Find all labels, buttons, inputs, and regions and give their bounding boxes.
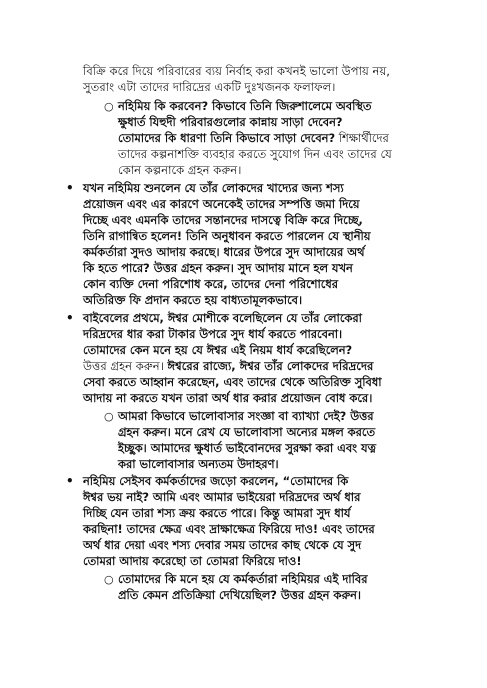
circle-bullet-icon: ○	[104, 100, 114, 113]
intro-line-1: বিক্রি করে দিয়ে পরিবারের ব্যয় নির্বাহ করা কখনই ভালো উপায় নয়,	[83, 64, 390, 78]
q1-line-2: ক্ষুধার্ত যিহুদী পরিবারগুলোর কান্নায় সাড়া দেবেন?	[118, 115, 343, 129]
bullet1-line-4: তিনি রাগান্বিত হলেন! তিনি অনুধাবন করতে পারলেন যে স্থানীয়	[83, 229, 371, 243]
intro-line-2: সুতরাং এটা তাদের দারিদ্রের একটি দুঃখজনক ফলাফল।	[83, 80, 336, 94]
bullet3-line-3: দিচ্ছি যেন তারা শস্য ক্রয় করতে পারে। কিন্তু আমরা সুদ ধার্য	[83, 506, 351, 520]
q1-line-5: কোন কল্পনাকে গ্রহন করুন।	[118, 163, 242, 177]
bullet2-line-1: বাইবেলের প্রথমে, ঈশ্বর মোশীকে বলেছিলেন যে তাঁর লোকেরা	[83, 311, 362, 325]
bullet3-line-1: নহিমিয় সেইসব কর্মকর্তাদের জড়ো করলেন, “তোমাদের কি	[83, 474, 349, 488]
q1-line-3-bold: তোমাদের কি ধারণা তিনি কিভাবে সাড়া দেবেন?	[118, 131, 336, 145]
bullet2-line-2: দরিদ্রদের ধার করা টাকার উপরে সুদ ধার্য করতে পারবেনা।	[83, 327, 343, 341]
bullet1-line-1: যখন নহিমিয় শুনলেন যে তাঁর লোকদের খাদ্যের জন্য শস্য	[83, 181, 344, 195]
q3-line-2: প্রতি কেমন প্রতিক্রিয়া দেখিয়েছিল? উত্তর গ্রহন করুন।	[118, 588, 361, 602]
bullet-icon: •	[66, 474, 74, 488]
q2-line-2: গ্রহন করুন। মনে রেখ যে ভালোবাসা অন্যের মঙ্গল করতে	[118, 425, 376, 439]
bullet3-line-4: করছিনা! তাদের ক্ষেত্র এবং দ্রাক্ষাক্ষেত্র ফিরিয়ে দাও! এবং তাদের	[83, 522, 375, 536]
bullet1-line-6: কি হতে পারে? উত্তর গ্রহন করুন। সুদ আদায় মানে হল যখন	[83, 261, 353, 275]
bullet1-line-5: কর্মকর্তারা সুদও আদায় করছে। ধারের উপরে সুদ আদায়ের অর্থ	[83, 245, 365, 259]
q3-line-1: তোমাদের কি মনে হয় যে কর্মকর্তারা নহিমিয়র এই দাবির	[118, 572, 368, 586]
q2-line-3: ইচ্ছুক। আমাদের ক্ষুধার্ত ভাইবোনদের সুরক্ষা করা এবং যত্ন	[118, 441, 376, 455]
bullet3-line-6: তোমরা আদায় করেছো তা তোমরা ফিরিয়ে দাও!	[83, 554, 302, 568]
q1-line-1: নহিমিয় কি করবেন? কিভাবে তিনি জিরুশালেমে অবস্থিত	[118, 99, 372, 113]
q2-line-4: করা ভালোবাসার অন্যতম উদাহরণ।	[118, 457, 279, 471]
bullet3-line-2: ঈশ্বর ভয় নাই? আমি এবং আমার ভাইয়েরা দরিদ্রদের অর্থ ধার	[83, 490, 361, 504]
bullet1-line-2: প্রয়োজন এবং এর কারণে অনেকেই তাদের সম্পত্তি জমা দিয়ে	[83, 197, 360, 211]
bullet2-line-4-bold: ঈশ্বরের রাজ্যে, ঈশ্বর তাঁর লোকদের দরিদ্রদের	[167, 359, 374, 373]
bullet2-line-6: আদায় না করতে যখন তারা অর্থ ধার করার প্রয়োজন বোধ করে।	[83, 391, 373, 405]
bullet-icon: •	[66, 181, 74, 195]
q1-line-4: তাদের কল্পনাশক্তি ব্যবহার করতে সুযোগ দিন এবং তাদের যে	[118, 147, 392, 161]
bullet1-line-8: অতিরিক্ত ফি প্রদান করতে হয় বাধ্যতামূলকভাবে।	[83, 293, 303, 307]
bullet2-line-4-normal: উত্তর গ্রহন করুন।	[83, 359, 168, 373]
bullet2-line-3: তোমাদের কেন মনে হয় যে ঈশ্বর এই নিয়ম ধার্য করেছিলেন?	[83, 343, 353, 357]
circle-bullet-icon: ○	[104, 573, 114, 586]
q1-line-3	[118, 131, 389, 146]
q1-line-3-normal: শিক্ষার্থীদের	[335, 131, 389, 145]
bullet1-line-3: দিচ্ছে এবং এমনকি তাদের সন্তানদের দাসত্বে বিক্রি করে দিচ্ছে,	[83, 213, 363, 227]
q2-line-1: আমরা কিভাবে ভালোবাসার সংজ্ঞা বা ব্যাখ্যা দেই? উত্তর	[118, 409, 374, 423]
bullet3-line-5: অর্থ ধার দেয়া এবং শস্য দেবার সময় তাদের কাছ থেকে যে সুদ	[83, 538, 362, 552]
bullet2-line-5: সেবা করতে আহ্বান করেছেন, এবং তাদের থেকে অতিরিক্ত সুবিধা	[83, 375, 382, 389]
bullet2-line-4	[83, 359, 373, 374]
circle-bullet-icon: ○	[104, 410, 114, 423]
bullet-icon: •	[66, 311, 74, 325]
bullet1-line-7: কোন ব্যক্তি দেনা পরিশোধ করে, তাদের দেনা পরিশোধের	[83, 277, 339, 291]
